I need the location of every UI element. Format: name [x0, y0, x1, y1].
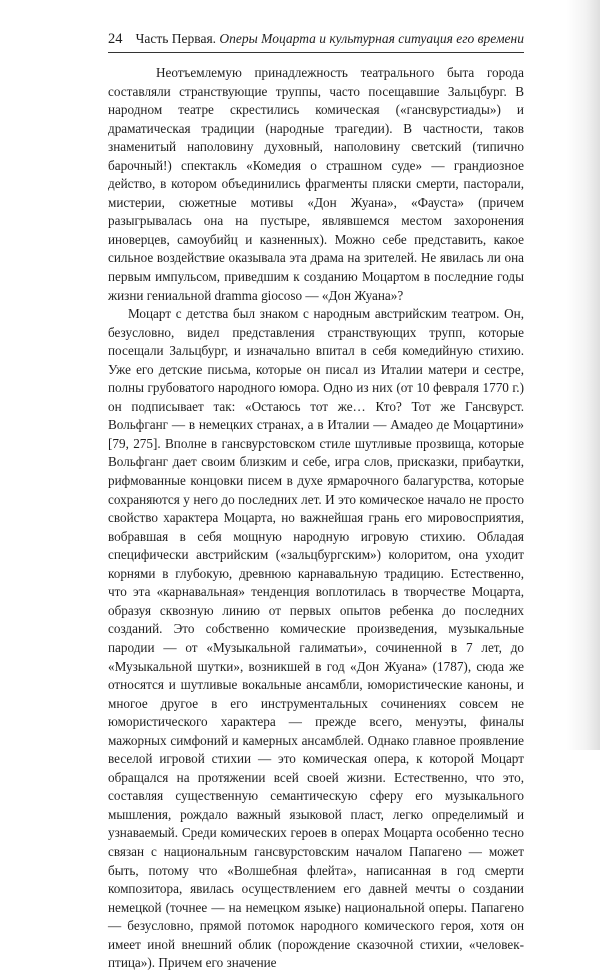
running-head — [136, 30, 524, 48]
section-title: Оперы Моцарта и культурная ситуация его времени — [219, 31, 524, 46]
paragraph: Неотъемлемую принадлежность театрального быта города составляли странствующие труппы, часто посещавшие Зальцбург. В народном театре скрестились комическая («гансвурстиады») и драматическая традиции (народные трагедии). В частности, таков знаменитый наполовину духовный, наполовину светский (типично барочный!) спектакль «Комедия о страшном суде» — грандиозное действо, в котором объединились фрагменты пляски смерти, пасторали, мистерии, сюжетные мотивы «Дон Жуана», «Фауста» (причем разыгрывалась она на пустыре, являвшемся местом захоронения иноверцев, самоубийц и казненных). Можно себе представить, какое сильное воздействие оказывала эта драма на зрителей. Не явилась ли она первым импульсом, приведшим к созданию Моцартом в последние годы жизни гениальной dramma giocoso — «Дон Жуана»? — [108, 65, 524, 303]
part-label: Часть Первая. — [135, 31, 217, 46]
page-number: 24 — [108, 31, 123, 47]
page-edge-shadow — [566, 0, 600, 750]
header-rule — [108, 52, 524, 53]
paragraph: Моцарт с детства был знаком с народным австрийским театром. Он, безусловно, видел представления странствующих трупп, которые посещали Зальцбург, и изначально впитал в себя комедийную стихию. Уже его детские письма, которые он писал из Италии матери и сестре, полны грубоватого народного юмора. Одно из них (от 10 февраля 1770 г.) он подписывает так: «Остаюсь тот же… Кто? Тот же Гансвурст. Вольфганг — в немецких странах, а в Италии — Амадео де Моцартини» [79, 275]. Вполне в гансвурстовском стиле шутливые прозвища, которые Вольфганг дает своим близким и себе, игра слов, присказки, прибаутки, рифмованные концовки писем в духе ярмарочного балагурства, которые сохраняются у него до последних лет. И это комическое начало не просто свойство характера Моцарта, но важнейшая грань его мировосприятия, вобравшая в себя мощную народную игровую стихию. Обладая специфически австрийским («зальцбургским») колоритом, она уходит корнями в глубокую, древнюю карнавальную традицию. Естественно, что эта «карнавальная» тенденция воплотилась в творчестве Моцарта, образуя сквозную линию от первых опытов ребенка до последних созданий. Это собственно комические произведения, музыкальные пародии — от «Музыкальной галиматьи», сочиненной в 7 лет, до «Музыкальной шутки», возникшей в год «Дон Жуана» (1787), сюда же относятся и шутливые вокальные ансамбли, юмористические каноны, и многое другое в его инструментальных сочинениях совсем не юмористического характера — прежде всего, менуэты, финалы мажорных симфоний и камерных ансамблей. Однако главное проявление веселой игровой стихии — это комическая опера, к которой Моцарт обращался на протяжении всей своей жизни. Естественно, что это, составляя существенную семантическую сферу его музыкального мышления, рождало важный языковой пласт, легко определимый и узнаваемый. Среди комических героев в операх Моцарта особенно тесно связан с национальным гансвурстовским началом Папагено — может быть, потому что «Волшебная флейта», написанная в год смерти композитора, явилась осуществлением его давней мечты о создании немецкой (точнее — на немецком языке) национальной оперы. Папагено — безусловно, прямой потомок народного комического героя, хотя он имеет иной внешний облик (порождение сказочной стихии, «человек-птица»). Причем его значение — [108, 306, 524, 971]
body-text — [108, 64, 524, 973]
